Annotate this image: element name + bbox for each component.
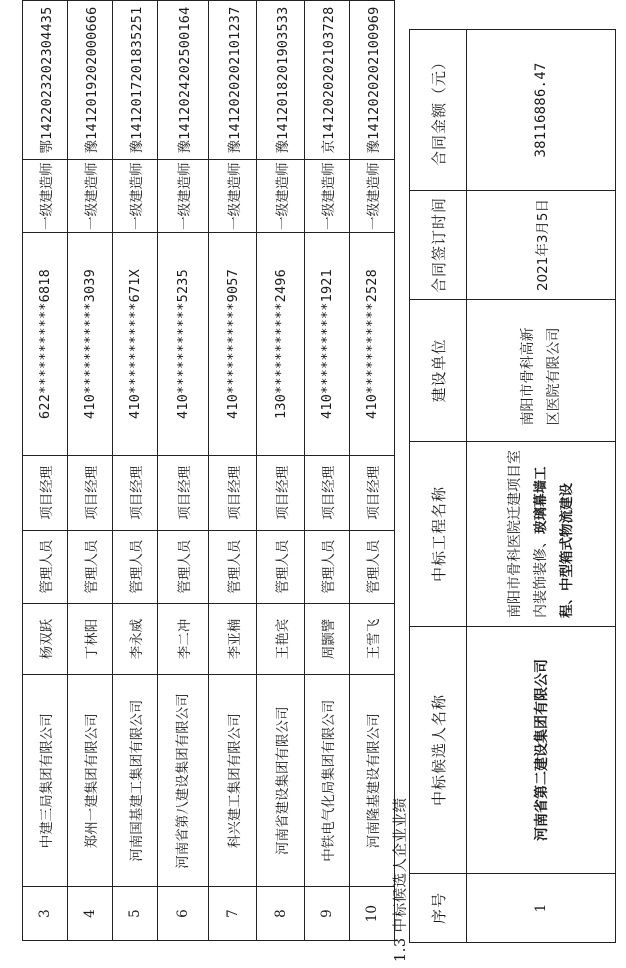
table-row [257,1,305,941]
company-name: 科兴建工集团有限公司 [209,675,257,887]
table-row [113,1,158,941]
company-name: 河南省建设集团有限公司 [257,675,305,887]
company-name: 河南国基建工集团有限公司 [113,675,158,887]
header-project: 中标工程名称 [410,442,467,627]
qualification: 一级建造师 [158,160,209,233]
row-index: 3 [23,887,68,941]
person-name: 周颢譬 [305,603,350,675]
project-name-bold: 玻璃幕墙工程、中型箱式物流建设 [533,466,575,618]
person-role: 管理人员 [23,530,68,603]
row-index: 9 [305,887,350,941]
construction-unit-text: 南阳市骨科高新区医院有限公司 [520,327,562,426]
id-number: 622***********6818 [23,233,68,456]
qualification: 一级建造师 [257,160,305,233]
result-index: 1 [467,874,616,943]
row-index: 5 [113,887,158,941]
qualification: 一级建造师 [113,160,158,233]
id-number: 410***********2528 [350,233,395,456]
row-index: 7 [209,887,257,941]
project-name-plain: 南阳市骨科医院迁建项目室内装饰装修、 [507,450,549,618]
id-number: 410***********9057 [209,233,257,456]
table-row [305,1,350,941]
section-heading: 1.3 中标候选人企业业绩 [393,797,409,962]
certificate-number: 豫1412017201835251 [113,1,158,160]
qualification: 一级建造师 [305,160,350,233]
row-index: 4 [68,887,113,941]
row-index: 10 [350,887,395,941]
candidate-name: 河南省第二建设集团有限公司 [467,627,616,874]
id-number: 410***********3039 [68,233,113,456]
row-index: 8 [257,887,305,941]
person-role: 管理人员 [305,530,350,603]
table-row [23,1,68,941]
person-position: 项目经理 [158,455,209,530]
id-number: 410***********671X [113,233,158,456]
header-candidate: 中标候选人名称 [410,627,467,874]
construction-unit [467,300,616,442]
qualification: 一级建造师 [68,160,113,233]
project-name [467,442,616,627]
person-position: 项目经理 [305,455,350,530]
company-name: 河南隆基建设有限公司 [350,675,395,887]
person-position: 项目经理 [113,455,158,530]
person-name: 王雪飞 [350,603,395,675]
person-role: 管理人员 [68,530,113,603]
header-amount: 合同金额（元） [410,30,467,191]
company-name: 中建三局集团有限公司 [23,675,68,887]
contract-date-text: 2021年3月5日 [535,198,551,292]
certificate-number: 豫1412019202000666 [68,1,113,160]
table-row [209,1,257,941]
person-role: 管理人员 [158,530,209,603]
company-name: 中铁电气化局集团有限公司 [305,675,350,887]
person-name: 李亚楠 [209,603,257,675]
person-role: 管理人员 [209,530,257,603]
contract-date [467,191,616,300]
table-row [158,1,209,941]
certificate-number: 豫1412020202100969 [350,1,395,160]
table-row [467,30,616,943]
winning-bid-table [409,29,616,943]
certificate-number: 豫1412020202101237 [209,1,257,160]
staff-table-body [23,1,395,941]
person-name: 李二冲 [158,603,209,675]
id-number: 410***********5235 [158,233,209,456]
table-header-row [410,30,467,943]
person-name: 丁林阳 [68,603,113,675]
header-unit: 建设单位 [410,300,467,442]
person-position: 项目经理 [257,455,305,530]
qualification: 一级建造师 [23,160,68,233]
person-name: 杨双跃 [23,603,68,675]
qualification: 一级建造师 [350,160,395,233]
company-name [158,675,209,887]
person-position: 项目经理 [209,455,257,530]
person-position: 项目经理 [23,455,68,530]
table-row [350,1,395,941]
certificate-number: 豫1412024202500164 [158,1,209,160]
company-name-text: 河南省第八建设集团有限公司 [174,693,191,869]
header-index: 序号 [410,874,467,943]
certificate-number: 豫1412018201903533 [257,1,305,160]
qualification: 一级建造师 [209,160,257,233]
project-name-text [502,450,580,618]
person-role: 管理人员 [350,530,395,603]
certificate-number: 鄂142202320230​4435 [23,1,68,160]
table-row [68,1,113,941]
certificate-number: 京1412020202103728 [305,1,350,160]
person-name: 王艳宾 [257,603,305,675]
person-name: 李永威 [113,603,158,675]
id-number: 410***********1921 [305,233,350,456]
person-role: 管理人员 [113,530,158,603]
staff-table [22,0,395,941]
person-position: 项目经理 [68,455,113,530]
row-index: 6 [158,887,209,941]
person-role: 管理人员 [257,530,305,603]
header-date: 合同签订时间 [410,191,467,300]
contract-amount: 38116886.47 [467,30,616,191]
id-number: 130***********2496 [257,233,305,456]
company-name: 郑州一建集团有限公司 [68,675,113,887]
person-position: 项目经理 [350,455,395,530]
